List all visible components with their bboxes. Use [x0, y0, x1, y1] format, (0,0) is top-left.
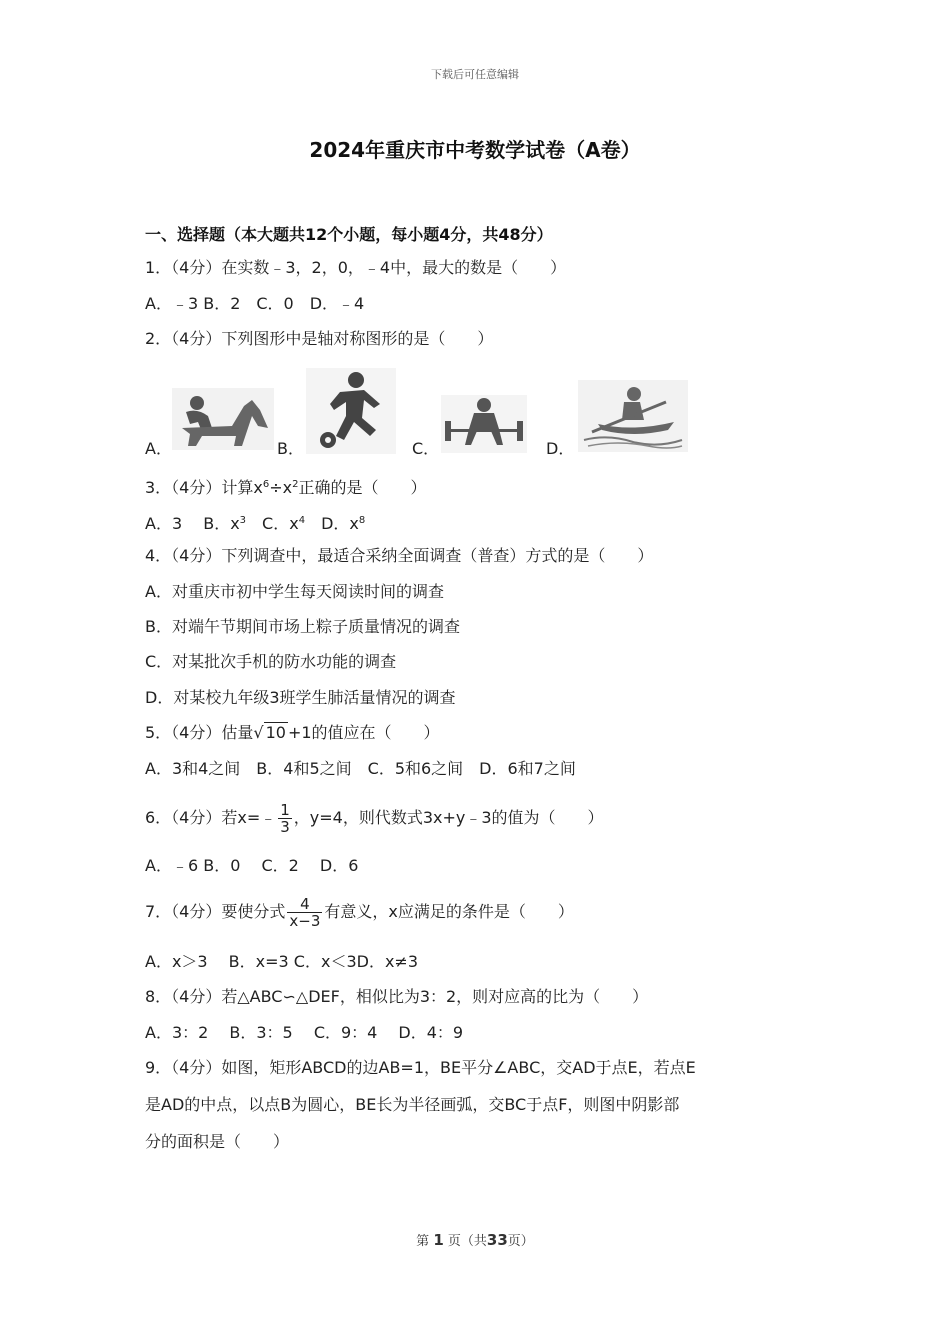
question-9-line-1: 9．（4分）如图，矩形ABCD的边AB=1，BE平分∠ABC，交AD于点E，若点E — [145, 1058, 696, 1077]
question-9-line-2: 是AD的中点，以点B为圆心，BE长为半径画弧，交BC于点F，则图中阴影部 — [145, 1095, 680, 1114]
fraction: $\frac{4}{x-3}$ — [289, 895, 321, 930]
question-3-options: A．3 B．$x^3$ C．$x^4$ D．$x^8$ — [145, 514, 366, 533]
page-footer: 第 1 页（共33页） — [416, 1231, 534, 1249]
section-title: 一、选择题（本大题共12个小题，每小题4分，共48分） — [145, 225, 553, 244]
weightlifter-icon — [441, 395, 527, 453]
question-3-stem: 3．（4分）计算$x^6\div x^2$正确的是（ ） — [145, 478, 427, 497]
question-2-option-d-label: D． — [546, 439, 575, 458]
question-7-options: A．x＞3 B．x=3 C．x＜3D．x≠3 — [145, 952, 418, 971]
question-4-option-c: C．对某批次手机的防水功能的调查 — [145, 652, 397, 671]
question-2-option-b-label: B． — [277, 439, 304, 458]
question-8-stem: 8．（4分）若△ABC∽△DEF，相似比为3：2，则对应高的比为（ ） — [145, 987, 649, 1006]
question-6-options: A．﹣6 B．0 C．2 D．6 — [145, 856, 359, 875]
question-8-options: A．3：2 B．3：5 C．9：4 D．4：9 — [145, 1023, 464, 1042]
question-5-stem: 5．（4分）估量√ 10 +1的值应在（ ） — [145, 723, 440, 742]
question-4-stem: 4．（4分）下列调查中，最适合采纳全面调查（普查）方式的是（ ） — [145, 546, 654, 565]
page-header-note: 下载后可任意编辑 — [431, 68, 519, 81]
question-1-options: A．﹣3 B．2 C．0 D．﹣4 — [145, 294, 365, 313]
square-root: √ 10 — [253, 723, 286, 742]
page-number: 1 — [433, 1231, 444, 1249]
horse-rider-icon — [172, 388, 274, 450]
question-9-line-3: 分的面积是（ ） — [145, 1132, 290, 1151]
question-2-option-c-label: C． — [412, 439, 440, 458]
question-2-stem: 2．（4分）下列图形中是轴对称图形的是（ ） — [145, 329, 494, 348]
question-4-option-b: B．对端午节期间市场上粽子质量情况的调查 — [145, 617, 460, 636]
page-title: 2024年重庆市中考数学试卷（A卷） — [309, 138, 641, 162]
question-4-option-d: D．对某校九年级3班学生肺活量情况的调查 — [145, 688, 456, 707]
page-total: 33 — [486, 1231, 508, 1249]
question-4-option-a: A．对重庆市初中学生每天阅读时间的调查 — [145, 582, 444, 601]
question-5-options: A．3和4之间 B．4和5之间 C．5和6之间 D．6和7之间 — [145, 759, 576, 778]
fraction: $\frac{1}{3}$ — [280, 801, 290, 836]
question-7-stem: 7．（4分）要使分式 $\frac{4}{x-3}$ 有意义，x应满足的条件是（ ） — [145, 895, 574, 930]
question-1-stem: 1．（4分）在实数﹣3，2，0，﹣4中，最大的数是（ ） — [145, 258, 567, 277]
kayaker-icon — [578, 380, 688, 452]
soccer-player-icon — [306, 368, 396, 454]
question-6-stem: 6．（4分）若x=﹣ $\frac{1}{3}$ ，y=4，则代数式3x+y﹣3的值为（ ） — [145, 801, 604, 836]
question-2-option-a-label: A． — [145, 439, 172, 458]
